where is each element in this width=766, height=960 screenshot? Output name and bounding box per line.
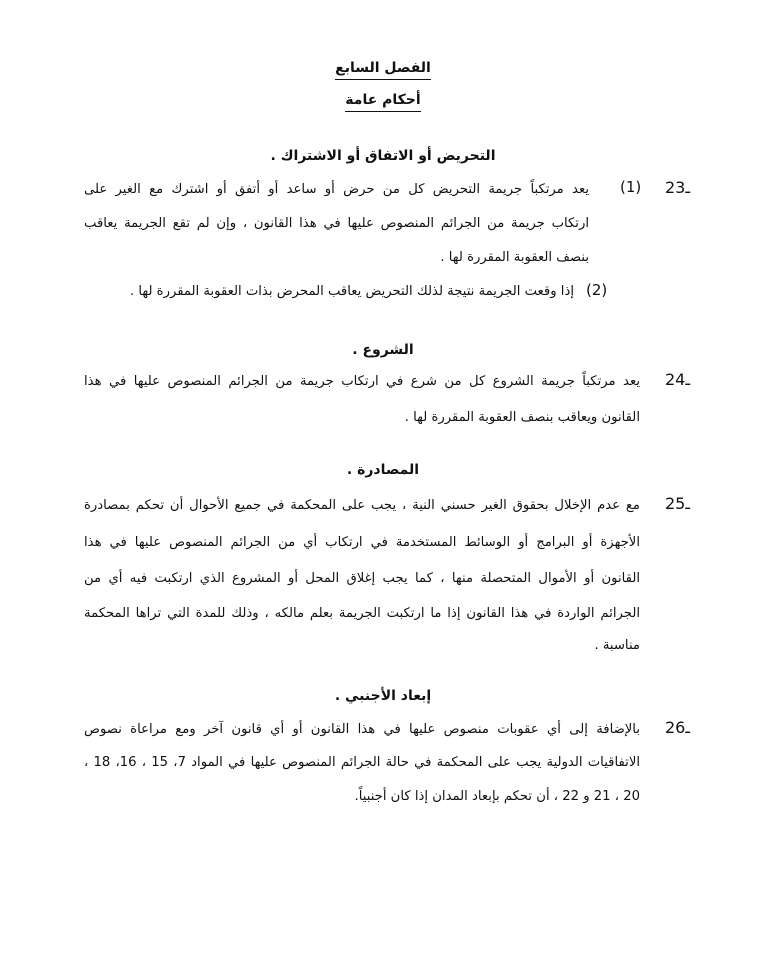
section-heading-incitement: التحريض أو الاتفاق أو الاشتراك . [270, 148, 496, 164]
article-line: الاتفاقيات الدولية يجب على المحكمة في حالة الجرائم المنصوص عليها في المواد 7، 15 ، 16، 18 ، [84, 755, 641, 770]
article-line: 20 ، 21 و 22 ، أن تحكم بإبعاد المدان إذا كان أجنبياً. [354, 789, 640, 804]
article-line: مع عدم الإخلال بحقوق الغير حسني النية ، يجب على المحكمة في جميع الأحوال أن تحكم بمصادرة [84, 498, 640, 513]
article-line: القانون ويعاقب بنصف العقوبة المقررة لها . [404, 410, 640, 425]
section-heading-deportation: إبعاد الأجنبي . [334, 688, 432, 704]
article-number-24: 24ـ [665, 370, 691, 389]
article-line: الأجهزة أو البرامج أو الوسائط المستخدمة في ارتكاب أي من الجرائم المنصوص عليها في هذا [84, 535, 640, 550]
article-line: ارتكاب جريمة من الجرائم المنصوص عليها في هذا القانون ، وإن لم تقع الجريمة يعاقب [84, 216, 589, 231]
article-number-23: 23ـ [665, 178, 691, 197]
article-line: بنصف العقوبة المقررة لها . [440, 250, 589, 265]
section-heading-confiscation: المصادرة . [346, 462, 420, 478]
article-line: مناسبة . [594, 638, 640, 653]
article-number-26: 26ـ [665, 718, 691, 737]
article-number-25: 25ـ [665, 494, 691, 513]
chapter-title-text: الفصل السابع [335, 60, 431, 80]
section-heading-attempt: الشروع . [352, 342, 414, 358]
article-line: بالإضافة إلى أي عقوبات منصوص عليها في هذا القانون أو أي قانون آخر ومع مراعاة نصوص [84, 722, 640, 737]
chapter-subtitle-text: أحكام عامة [345, 92, 420, 112]
article-line: الجرائم الواردة في هذا القانون إذا ما ارتكبت الجريمة بعلم مالكه ، وذلك للمدة التي تراها المحكمة [84, 606, 640, 621]
chapter-subtitle [0, 92, 766, 108]
clause-label: (2) [586, 281, 608, 299]
article-line: القانون أو الأموال المتحصلة منها ، كما يجب إغلاق المحل أو المشروع الذي ارتكبت فيه أي من [84, 571, 640, 586]
article-line: إذا وقعت الجريمة نتيجة لذلك التحريض يعاقب المحرض بذات العقوبة المقررة لها . [129, 284, 574, 299]
article-line: يعد مرتكباً جريمة الشروع كل من شرع في ارتكاب جريمة من الجرائم المنصوص عليها في هذا [84, 374, 640, 389]
chapter-title [0, 60, 766, 76]
article-line: يعد مرتكباً جريمة التحريض كل من حرض أو ساعد أو أتفق أو اشترك مع الغير على [84, 182, 589, 197]
clause-label: (1) [620, 178, 642, 196]
